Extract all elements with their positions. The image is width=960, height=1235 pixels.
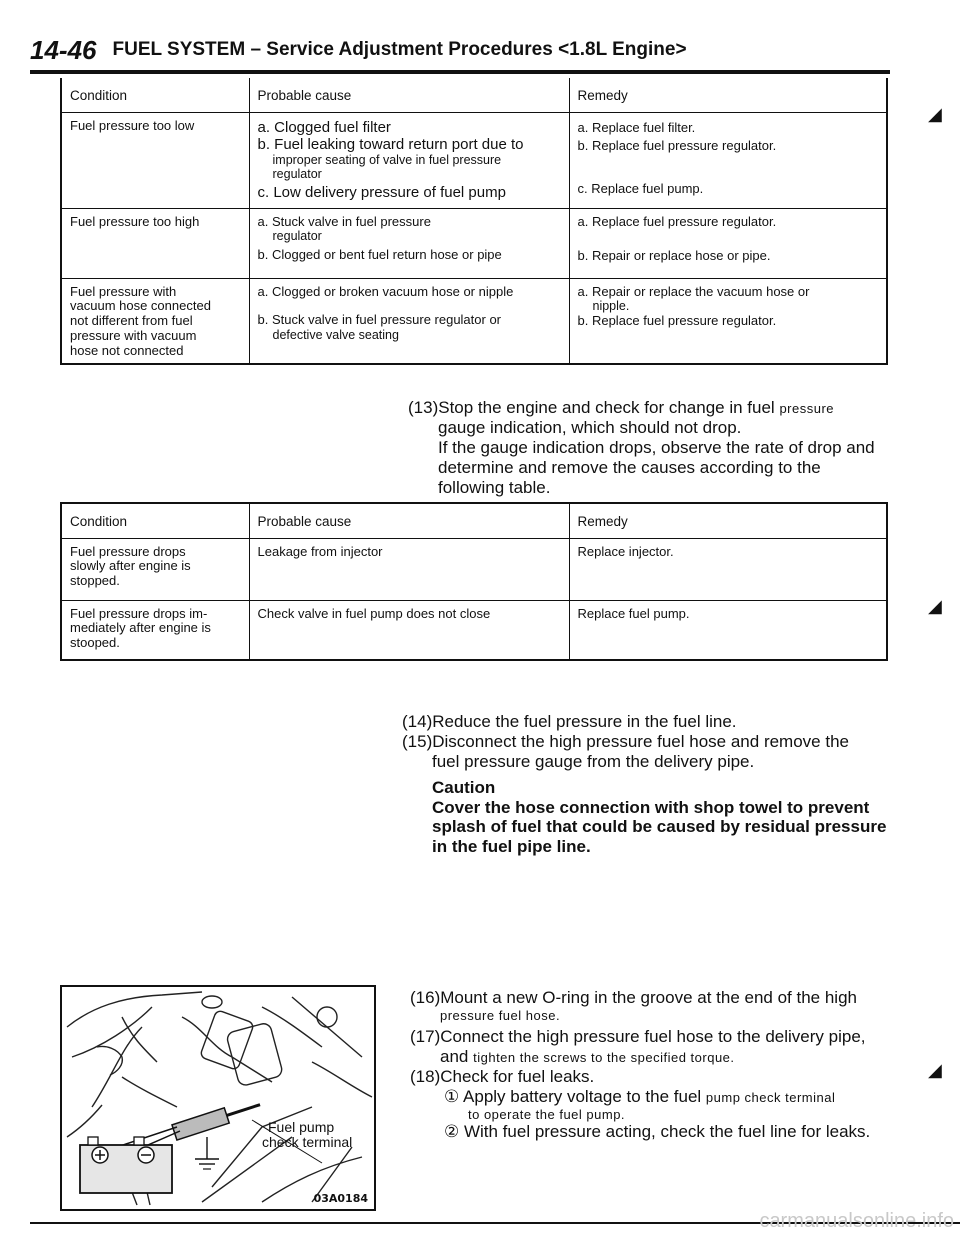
caution-line: in the fuel pipe line. [432,837,591,857]
remedy-cell: Replace injector. [577,543,674,559]
table-row [61,208,887,278]
step-15-line: fuel pressure gauge from the delivery pipe. [432,751,755,771]
cause-line: defective valve seating [272,328,399,343]
remedy-cell [569,112,887,208]
header-condition: Condition [61,503,249,538]
page-number: 14-46 [30,34,97,65]
table-header-row [61,503,887,538]
step-13 [408,398,888,497]
steps-16-18 [410,988,888,1142]
caution-line: splash of fuel that could be caused by residual pressure [432,817,887,837]
remedy-line: b. Replace fuel pressure regulator. [577,138,777,154]
condition-line: not different from fuel [70,313,193,329]
engine-bay-drawing [62,987,374,1209]
cause-line: a. Clogged or broken vacuum hose or nipple [257,283,514,299]
figure-label-line: Fuel pump [268,1119,335,1135]
table-row [61,538,887,600]
remedy-line: a. Repair or replace the vacuum hose or [577,283,810,299]
condition-line: slowly after engine is [70,558,191,574]
condition-line: mediately after engine is [70,620,211,636]
condition-cell: Fuel pressure too low [61,112,249,208]
condition-line: stopped. [70,573,120,589]
condition-line: Fuel pressure drops im- [70,605,208,621]
step-18-sub2: ② With fuel pressure acting, check the fuel line for leaks. [444,1121,871,1141]
header-condition: Condition [61,78,249,112]
margin-mark: ◢ [928,104,942,124]
table-row [61,112,887,208]
step-16-line: pressure fuel hose. [440,1007,561,1023]
remedy-cell [569,278,887,364]
remedy-line: nipple. [592,299,630,314]
header-remedy: Remedy [577,88,628,103]
margin-mark: ◢ [928,1060,942,1080]
step-13-lead [408,398,888,418]
step-18-sub1-small: pump check terminal [705,1089,836,1105]
cause-line: a. Stuck valve in fuel pressure [257,213,431,229]
step-13-text: (13)Stop the engine and check for change in fuel [408,398,775,417]
step-18-sub1 [410,1087,888,1107]
cause-line: b. Fuel leaking toward return port due to [257,135,524,153]
cause-cell [249,208,569,278]
header-remedy: Remedy [577,514,628,529]
remedy-line: b. Replace fuel pressure regulator. [577,312,777,328]
condition-line: Fuel pressure drops [70,543,186,559]
cause-cell [249,112,569,208]
remedy-line: c. Replace fuel pump. [577,181,704,197]
cause-line: b. Stuck valve in fuel pressure regulator or [257,312,502,328]
step-15-lead: (15)Disconnect the high pressure fuel hose and remove the [402,731,849,751]
cause-cell: Check valve in fuel pump does not close [249,600,569,660]
step-18-sub1-text: ① Apply battery voltage to the fuel [444,1086,702,1106]
remedy-cell [569,208,887,278]
remedy-line: a. Replace fuel pressure regulator. [577,213,777,229]
condition-line: hose not connected [70,343,184,359]
step-17-lead: (17)Connect the high pressure fuel hose to the delivery pipe, [410,1027,866,1047]
figure-code: 03A0184 [313,1192,368,1205]
cause-line: c. Low delivery pressure of fuel pump [257,183,506,201]
remedy-line: b. Repair or replace hose or pipe. [577,248,771,264]
margin-mark: ◢ [928,596,942,616]
step-18-sub1-cont: to operate the fuel pump. [468,1106,626,1122]
fuel-pressure-table [60,78,888,365]
step-13-line: determine and remove the causes according to the [438,457,821,477]
cause-line: a. Clogged fuel filter [257,118,391,136]
step-18-lead: (18)Check for fuel leaks. [410,1066,595,1086]
step-17-line [410,1047,888,1067]
steps-14-15 [402,712,888,857]
step-17-torque: tighten the screws to the specified torque. [473,1049,735,1065]
cause-line: regulator [272,167,322,182]
step-13-line: If the gauge indication drops, observe the rate of drop and [438,437,875,457]
cause-cell: Leakage from injector [249,538,569,600]
condition-cell [61,538,249,600]
condition-line: pressure with vacuum [70,328,197,344]
cause-line: regulator [272,229,322,244]
condition-cell [61,278,249,364]
caution-line: Cover the hose connection with shop towel to prevent [432,797,870,817]
remedy-cell: Replace fuel pump. [577,605,690,621]
table-header-row [61,78,887,112]
table-row [61,278,887,364]
remedy-line: a. Replace fuel filter. [577,119,696,135]
page-header [30,30,890,74]
caution-title: Caution [432,777,496,797]
fuel-pump-check-terminal-illustration [60,985,376,1211]
cause-line: b. Clogged or bent fuel return hose or pipe [257,246,502,262]
cause-cell [249,278,569,364]
fuel-pump-check-terminal-label [262,1120,352,1149]
condition-cell [61,600,249,660]
cause-line: improper seating of valve in fuel pressure [272,153,502,168]
step-13-small: pressure [779,401,835,416]
step-13-line: gauge indication, which should not drop. [438,417,742,437]
pressure-drop-table [60,502,888,661]
watermark: carmanualsonline.info [759,1210,954,1232]
figure-label-line: check terminal [262,1133,353,1150]
header-probable-cause: Probable cause [249,78,569,112]
header-probable-cause: Probable cause [249,503,569,538]
step-16-lead: (16)Mount a new O-ring in the groove at the end of the high [410,988,857,1007]
step-14: (14)Reduce the fuel pressure in the fuel line. [402,712,737,731]
condition-line: vacuum hose connected [70,298,211,314]
page-title: FUEL SYSTEM – Service Adjustment Procedures <1.8L Engine> [112,39,687,60]
step-17-and: and [440,1046,469,1066]
condition-line: Fuel pressure with [70,283,177,299]
condition-cell: Fuel pressure too high [61,208,249,278]
condition-line: stooped. [70,635,120,651]
table-row [61,600,887,660]
step-13-line: following table. [438,477,551,497]
